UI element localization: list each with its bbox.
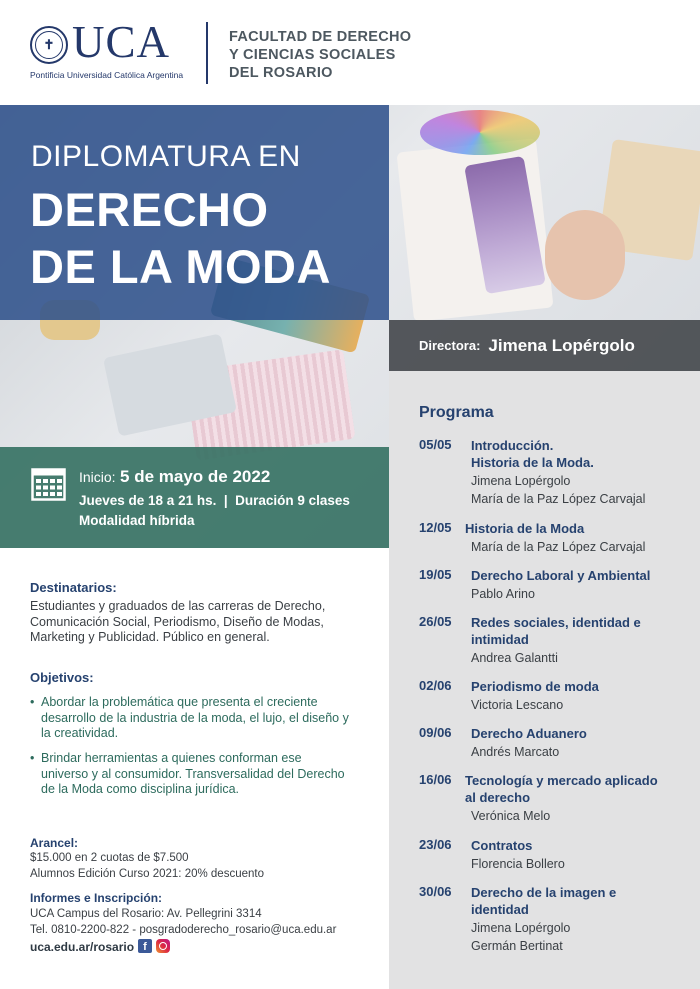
speaker-name: Germán Bertinat xyxy=(471,939,563,953)
objective-line: de la Moda como disciplina jurídica. xyxy=(41,782,240,796)
contact-line: UCA Campus del Rosario: Av. Pellegrini 3314 xyxy=(30,908,262,920)
program-panel xyxy=(389,371,700,989)
session-title xyxy=(465,520,584,537)
objective-line: Brindar herramientas a quienes conforman ese xyxy=(41,751,302,765)
bullet-1: • xyxy=(30,695,35,709)
session-title-line: Contratos xyxy=(471,838,533,853)
website-link[interactable]: uca.edu.ar/rosario xyxy=(30,940,135,954)
fee-line: Alumnos Edición Curso 2021: 20% descuento xyxy=(30,867,264,880)
target-title: Destinatarios: xyxy=(30,580,117,595)
session-title xyxy=(471,567,650,584)
session-title-line: Historia de la Moda xyxy=(465,521,585,536)
title-small: DIPLOMATURA EN xyxy=(31,140,301,173)
session-speakers xyxy=(471,472,645,508)
session-title-line: Derecho de la imagen e xyxy=(471,885,617,900)
session-date: 12/05 xyxy=(419,520,452,535)
info-panel xyxy=(0,548,389,989)
title-line-1: DERECHO xyxy=(30,183,269,236)
speaker-name: Jimena Lopérgolo xyxy=(471,474,571,488)
start-date: 5 de mayo de 2022 xyxy=(120,467,271,486)
fee-title: Arancel: xyxy=(30,836,79,850)
target-line: Comunicación Social, Periodismo, Diseño de Modas, xyxy=(30,614,324,629)
session-title-line: al derecho xyxy=(465,790,531,805)
speaker-name: Jimena Lopérgolo xyxy=(471,921,571,935)
speaker-name: María de la Paz López Carvajal xyxy=(471,492,646,506)
bullet-2: • xyxy=(30,751,35,765)
hand xyxy=(545,210,625,300)
target-line: Marketing y Publicidad. Público en general. xyxy=(30,630,270,644)
session-title xyxy=(465,772,658,806)
objective-line: desarrollo de la industria de la moda, el lujo, el diseño y xyxy=(41,710,349,725)
objective-line: la creatividad. xyxy=(41,726,119,740)
university-name: Pontificia Universidad Católica Argentina xyxy=(30,70,184,80)
session-title-line: Derecho Aduanero xyxy=(471,726,587,741)
session-title xyxy=(471,437,594,471)
seal-icon xyxy=(30,26,68,64)
start-date-line xyxy=(79,467,270,487)
speaker-name: Andrés Marcato xyxy=(471,745,560,759)
session-title xyxy=(471,614,641,648)
session-date: 16/06 xyxy=(419,772,452,787)
seal-cross: ✝ xyxy=(35,31,63,59)
session-title xyxy=(471,884,616,918)
session-speakers xyxy=(471,585,535,603)
contact-line[interactable]: Tel. 0810-2200-822 - posgradoderecho_rosario@uca.edu.ar xyxy=(30,923,337,936)
target-text xyxy=(30,599,325,646)
session-title xyxy=(471,837,532,854)
session-speakers xyxy=(471,538,645,556)
session-title xyxy=(471,678,599,695)
speaker-name: María de la Paz López Carvajal xyxy=(471,540,646,554)
speaker-name: Pablo Arino xyxy=(471,587,535,601)
schedule: Jueves de 18 a 21 hs. | Duración 9 clases xyxy=(79,493,350,508)
session-title-line: Introducción. xyxy=(471,438,554,453)
faculty-line: Y CIENCIAS SOCIALES xyxy=(229,47,396,63)
color-wheel xyxy=(420,110,540,155)
fee-text xyxy=(30,851,264,882)
session-speakers xyxy=(471,919,570,955)
session-speakers xyxy=(471,855,565,873)
faculty-line: DEL ROSARIO xyxy=(229,65,333,81)
fee-line: $15.000 en 2 cuotas de $7.500 xyxy=(30,852,189,864)
session-title-line: identidad xyxy=(471,902,529,917)
target-line: Estudiantes y graduados de las carreras de Derecho, xyxy=(30,599,326,613)
directora-bar xyxy=(389,320,700,371)
session-title-line: Redes sociales, identidad e xyxy=(471,615,641,630)
objective-1 xyxy=(41,695,349,742)
objective-2 xyxy=(41,751,345,798)
session-date: 09/06 xyxy=(419,725,452,740)
facebook-icon[interactable]: f xyxy=(138,939,152,953)
start-label: Inicio: xyxy=(79,469,116,485)
session-date: 05/05 xyxy=(419,437,452,452)
session-speakers xyxy=(471,743,559,761)
date-block xyxy=(0,447,389,548)
title-block xyxy=(0,105,389,320)
social-links xyxy=(138,939,170,953)
session-title-line: Historia de la Moda. xyxy=(471,455,594,470)
session-title-line: Tecnología y mercado aplicado xyxy=(465,773,658,788)
objectives-title: Objetivos: xyxy=(30,670,94,685)
objective-line: Abordar la problemática que presenta el creciente xyxy=(41,695,318,709)
calendar-icon xyxy=(31,468,66,501)
brand-logo: UCA xyxy=(72,17,171,67)
session-date: 30/06 xyxy=(419,884,452,899)
session-title-line: Periodismo de moda xyxy=(471,679,599,694)
objective-line: universo y al consumidor. Transversalidad del Derecho xyxy=(41,766,345,781)
session-date: 19/05 xyxy=(419,567,452,582)
directora-name: Jimena Lopérgolo xyxy=(488,335,635,355)
directora-label: Directora: xyxy=(419,338,481,353)
session-speakers xyxy=(471,649,558,667)
program-title: Programa xyxy=(419,404,494,421)
session-title-line: Derecho Laboral y Ambiental xyxy=(471,568,651,583)
session-title-line: intimidad xyxy=(471,632,529,647)
session-speakers xyxy=(471,807,550,825)
title-line-2: DE LA MODA xyxy=(30,240,331,293)
contact-title: Informes e Inscripción: xyxy=(30,891,163,905)
faculty-line: FACULTAD DE DERECHO xyxy=(229,29,412,45)
header xyxy=(0,0,700,105)
session-speakers xyxy=(471,696,563,714)
session-date: 02/06 xyxy=(419,678,452,693)
speaker-name: Florencia Bollero xyxy=(471,857,565,871)
session-date: 23/06 xyxy=(419,837,452,852)
faculty-name xyxy=(229,28,411,82)
modality: Modalidad híbrida xyxy=(79,513,195,528)
instagram-icon[interactable] xyxy=(156,939,170,953)
speaker-name: Victoria Lescano xyxy=(471,698,564,712)
session-date: 26/05 xyxy=(419,614,452,629)
contact-text xyxy=(30,907,336,938)
speaker-name: Andrea Galantti xyxy=(471,651,558,665)
header-divider xyxy=(206,22,208,84)
session-title xyxy=(471,725,587,742)
speaker-name: Verónica Melo xyxy=(471,809,551,823)
